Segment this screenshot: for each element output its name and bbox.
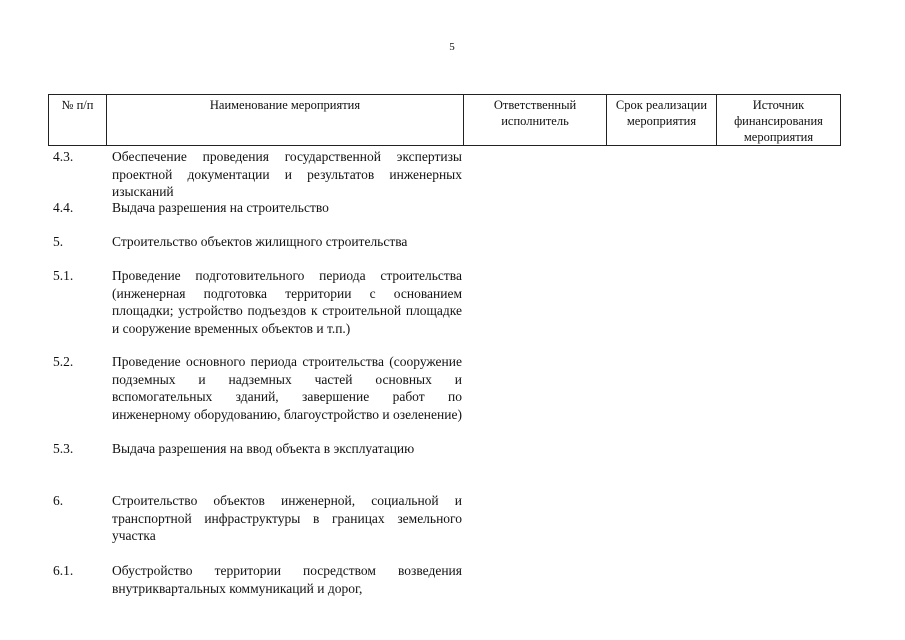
activities-table-header <box>48 94 841 146</box>
item-text: Проведение подготовительного периода строительства (инженерная подготовка территории с основанием площадки; устройство подъездов к строительной площадке и сооружение временных объектов и т.п.) <box>112 268 462 336</box>
item-text: Выдача разрешения на ввод объекта в эксплуатацию <box>112 441 415 456</box>
item-text: Обустройство территории посредством возведения внутриквартальных коммуникаций и дорог, <box>112 563 462 596</box>
item-number: 4.4. <box>53 200 74 215</box>
header-cell-deadline: Срок реализации мероприятия <box>607 95 717 146</box>
item-text: Строительство объектов жилищного строительства <box>112 234 408 249</box>
header-cell-name: Наименование мероприятия <box>107 95 464 146</box>
header-cell-number: № п/п <box>49 95 107 146</box>
item-text: Строительство объектов инженерной, социальной и транспортной инфраструктуры в границах земельного участка <box>112 493 462 543</box>
header-cell-responsible: Ответственный исполнитель <box>464 95 607 146</box>
item-text: Выдача разрешения на строительство <box>112 200 329 215</box>
page-number: 5 <box>449 41 455 53</box>
item-number: 4.3. <box>53 149 74 164</box>
item-number: 6. <box>53 493 64 508</box>
item-number: 5. <box>53 234 64 249</box>
item-number: 5.2. <box>53 354 74 369</box>
item-text: Обеспечение проведения государственной экспертизы проектной документации и результатов инженерных изысканий <box>112 149 462 199</box>
item-number: 5.3. <box>53 441 74 456</box>
item-number: 5.1. <box>53 268 74 283</box>
item-text: Проведение основного периода строительства (сооружение подземных и надземных частей основных и вспомогательных зданий, завершение работ по инженерному оборудованию, благоустройство и озеленение) <box>112 354 462 422</box>
header-row <box>49 95 841 146</box>
item-number: 6.1. <box>53 563 74 578</box>
header-cell-funding: Источник финансирования мероприятия <box>717 95 841 146</box>
